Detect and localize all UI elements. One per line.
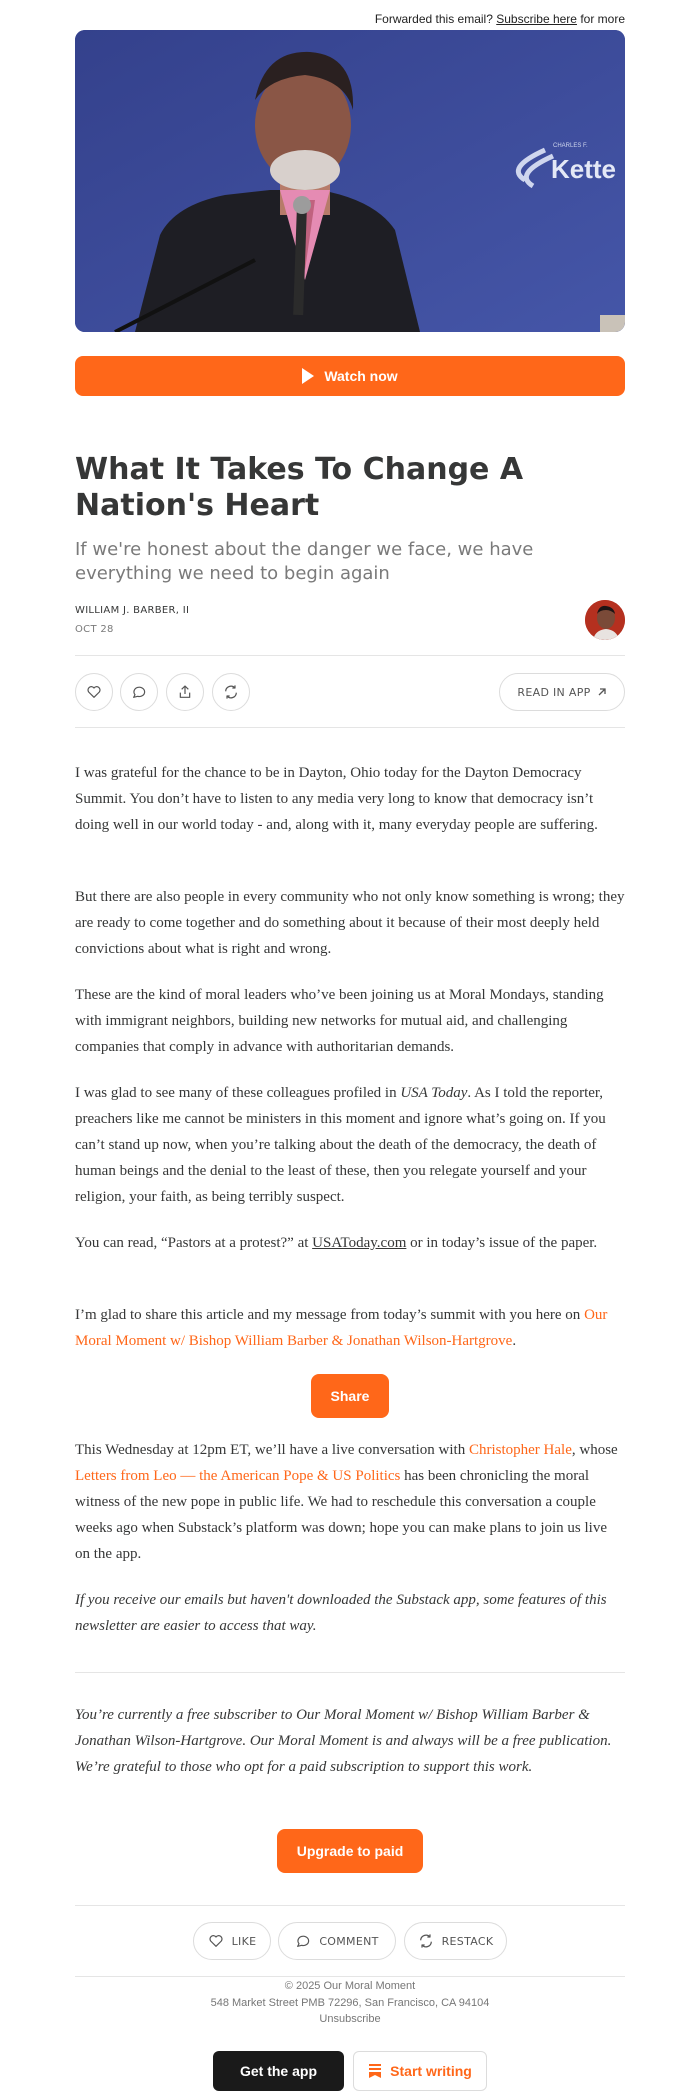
paragraph bbox=[75, 1437, 625, 1567]
arrow-up-right-icon bbox=[597, 687, 607, 697]
post-subtitle: If we're honest about the danger we face, we have everything we need to begin again bbox=[75, 539, 534, 584]
paragraph bbox=[75, 1702, 625, 1780]
divider bbox=[75, 655, 625, 656]
paragraph: But there are also people in every community who not only know something is wrong; they are ready to come together and do something about it because of their most deeply held convictions about what is right and wrong. bbox=[75, 889, 625, 957]
divider bbox=[75, 1905, 625, 1906]
paragraph bbox=[75, 1230, 625, 1256]
paragraph bbox=[75, 1302, 625, 1354]
paragraph-text: has been chronicling the moral witness of the new pope in public life. We had to reschedule this conversation a couple weeks ago when Substack’s platform was down; hope you can make plans to join us live on the app. bbox=[75, 1468, 607, 1562]
restack-button[interactable] bbox=[212, 673, 250, 711]
paragraph-text: You can read, “Pastors at a protest?” at bbox=[75, 1235, 313, 1251]
forwarded-notice bbox=[375, 12, 625, 26]
comment-button[interactable] bbox=[120, 673, 158, 711]
logo-small-text: CHARLES F. bbox=[553, 143, 588, 149]
publication-name: USA Today bbox=[400, 1085, 468, 1101]
comment-pill-button[interactable] bbox=[278, 1922, 396, 1960]
post-title[interactable]: What It Takes To Change A Nation's Heart bbox=[75, 452, 524, 523]
paragraph: These are the kind of moral leaders who’ve been joining us at Moral Mondays, standing with immigrant neighbors, building new networks for mutual aid, and challenging companies that comply in advance with authoritarian demands. bbox=[75, 987, 604, 1055]
paragraph bbox=[75, 1080, 625, 1210]
restack-icon bbox=[418, 1933, 434, 1949]
paragraph-text: . As I told the reporter, preachers like me cannot be ministers in this moment and ignore what’s going on. If you can’t stand up now, when you’re talking about the death of the democracy, the death of human beings and the denial to the least of these, then you relegate yourself and your religion, your faith, as being terribly suspect. bbox=[75, 1085, 606, 1205]
comment-icon bbox=[295, 1933, 311, 1949]
post-date: OCT 28 bbox=[75, 624, 114, 635]
restack-label: RESTACK bbox=[441, 1934, 494, 1948]
like-pill-button[interactable] bbox=[193, 1922, 271, 1960]
subscribe-link[interactable]: Subscribe here bbox=[496, 12, 577, 26]
upgrade-to-paid-button[interactable]: Upgrade to paid bbox=[277, 1829, 423, 1873]
start-writing-button[interactable] bbox=[353, 2051, 487, 2091]
paragraph-text: , whose bbox=[571, 1442, 618, 1458]
author-name[interactable]: WILLIAM J. BARBER, II bbox=[75, 605, 190, 616]
paragraph-text: I’m glad to share this article and my message from today’s summit with you here on bbox=[75, 1307, 585, 1323]
watch-now-label: Watch now bbox=[324, 368, 398, 384]
logo-text: Kette bbox=[551, 154, 617, 184]
read-in-app-label: READ IN APP bbox=[517, 685, 591, 699]
usatoday-link[interactable]: USAToday.com bbox=[312, 1235, 407, 1251]
read-in-app-button[interactable] bbox=[499, 673, 625, 711]
letters-from-leo-link[interactable]: Letters from Leo — the American Pope & US Politics bbox=[75, 1468, 401, 1484]
author-avatar[interactable] bbox=[585, 600, 625, 640]
heart-icon bbox=[208, 1933, 224, 1949]
heart-icon bbox=[86, 684, 102, 700]
paragraph-text: . bbox=[512, 1333, 517, 1349]
like-button[interactable] bbox=[75, 673, 113, 711]
copyright: © 2025 Our Moral Moment bbox=[284, 1980, 416, 1992]
address: 548 Market Street PMB 72296, San Francisco, CA 94104 bbox=[210, 1997, 490, 2009]
comment-label: COMMENT bbox=[319, 1934, 379, 1948]
divider bbox=[75, 1976, 625, 1977]
publication-link[interactable]: Our Moral Moment w/ Bishop William Barber & Jonathan Wilson-Hartgrove bbox=[75, 1307, 608, 1349]
christopher-hale-link[interactable]: Christopher Hale bbox=[468, 1442, 572, 1458]
share-icon bbox=[177, 684, 193, 700]
share-icon-button[interactable] bbox=[166, 673, 204, 711]
play-icon bbox=[302, 368, 314, 384]
app-note: If you receive our emails but haven't downloaded the Substack app, some features of this newsletter are easier to access that way. bbox=[75, 1592, 607, 1634]
paragraph: I was grateful for the chance to be in Dayton, Ohio today for the Dayton Democracy Summit. You don’t have to listen to any media very long to know that democracy isn’t doing well in our world today - and, along with it, many everyday people are suffering. bbox=[75, 765, 598, 833]
watch-now-button[interactable] bbox=[75, 356, 625, 396]
paragraph-text: or in today’s issue of the paper. bbox=[406, 1235, 598, 1251]
forwarded-text: Forwarded this email? bbox=[374, 12, 493, 26]
substack-logo-icon bbox=[368, 2063, 382, 2079]
divider bbox=[75, 1672, 625, 1673]
comment-icon bbox=[131, 684, 147, 700]
for-more-text: for more bbox=[580, 12, 625, 26]
unsubscribe-link[interactable]: Unsubscribe bbox=[319, 2013, 381, 2025]
paragraph-text: This Wednesday at 12pm ET, we’ll have a live conversation with bbox=[75, 1442, 469, 1458]
paragraph-text: I was glad to see many of these colleagues profiled in bbox=[75, 1085, 401, 1101]
like-label: LIKE bbox=[231, 1934, 257, 1948]
start-writing-label: Start writing bbox=[390, 2063, 472, 2079]
restack-pill-button[interactable] bbox=[404, 1922, 507, 1960]
get-the-app-button[interactable]: Get the app bbox=[213, 2051, 344, 2091]
share-button[interactable]: Share bbox=[311, 1374, 389, 1418]
video-thumbnail[interactable] bbox=[75, 30, 625, 332]
paragraph bbox=[75, 1587, 625, 1639]
divider bbox=[75, 727, 625, 728]
restack-icon bbox=[223, 684, 239, 700]
subscriber-note: You’re currently a free subscriber to Our Moral Moment w/ Bishop William Barber & Jonathan Wilson-Hartgrove. Our Moral Moment is and always will be a free publication. We’re grateful to those who opt for a paid subscription to support this work. bbox=[75, 1707, 612, 1775]
